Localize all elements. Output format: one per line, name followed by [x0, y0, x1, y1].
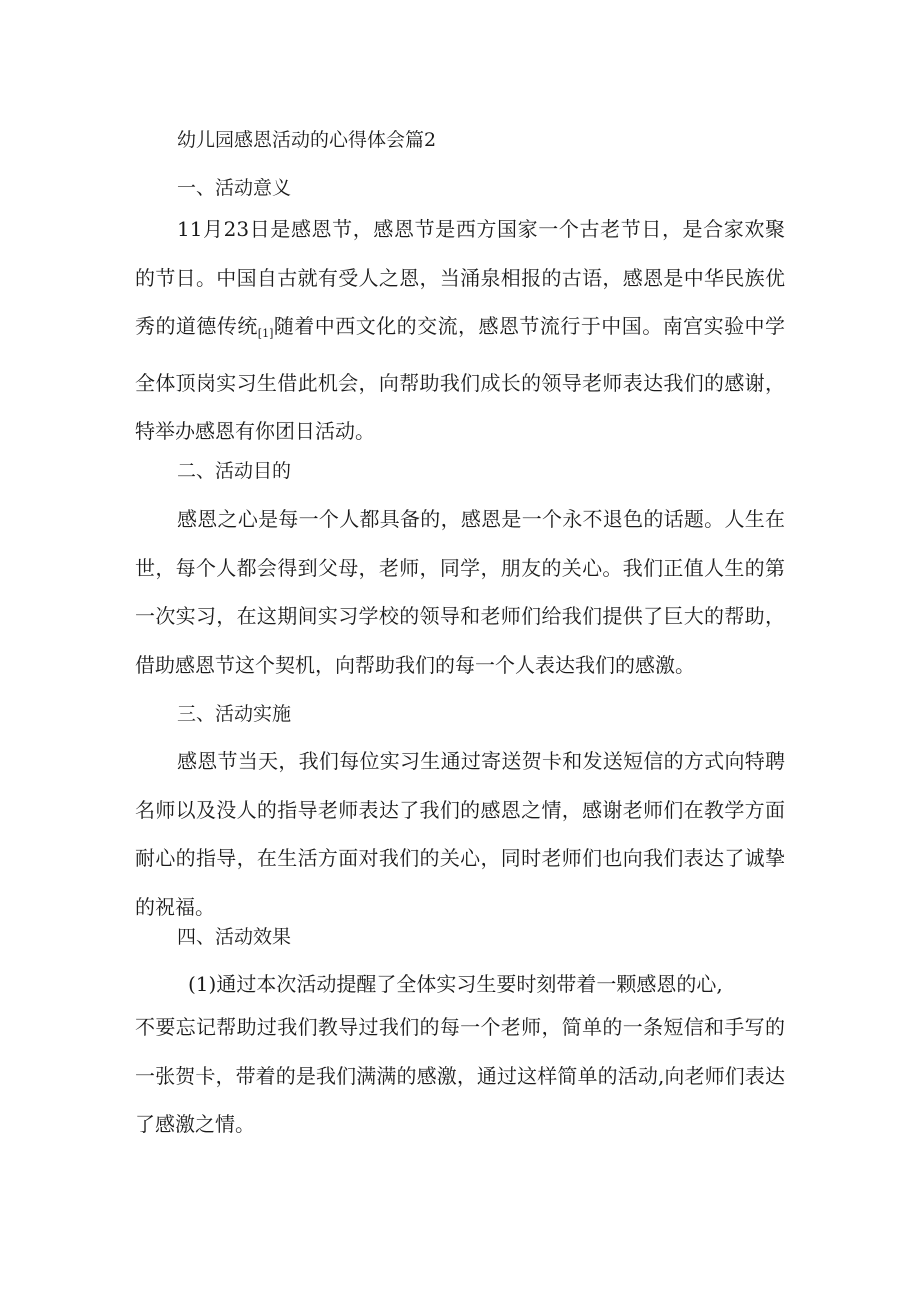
section-paragraph-purpose: 感恩之心是每一个人都具备的，感恩是一个永不退色的话题。人生在世，每个人都会得到父母，老师，同学，朋友的关心。我们正值人生的第一次实习，在这期间实习学校的领导和老师们给我们提供了巨大的帮助，借助感恩节这个契机，向帮助我们的每一个人表达我们的感激。	[135, 507, 785, 677]
effect-item-continuation: 不要忘记帮助过我们教导过我们的每一个老师，简单的一条短信和手写的一张贺卡，带着的是我们满满的感激，通过这样简单的活动,向老师们表达了感激之情。	[135, 1015, 785, 1136]
paragraph-text: 随着中西文化的交流，感恩节流行于中国。南宫实验中学全体顶岗实习生借此机会，向帮助我们成长的领导老师表达我们的感谢，特举办感恩有你团日活动。	[135, 314, 786, 443]
section-paragraph-implementation: 感恩节当天，我们每位实习生通过寄送贺卡和发送短信的方式向特聘名师以及没人的指导老师表达了我们的感恩之情，感谢老师们在教学方面耐心的指导，在生活方面对我们的关心，同时老师们也向我们表达了诚挚的祝福。	[135, 749, 785, 919]
paragraph-text: 11月23日是感恩节，感恩节是西方国家一个古老节日，是合家欢聚的节日。中国自古就有受人之恩，当涌泉相报的古语，感恩是中华民族优秀的道德传统	[135, 217, 785, 338]
footnote-marker: [1]	[257, 327, 274, 340]
section-heading-implementation: 三、活动实施	[177, 703, 292, 725]
section-paragraph-significance	[135, 205, 785, 456]
section-heading-significance: 一、活动意义	[177, 177, 292, 199]
effect-item-first-line: (1)通过本次活动提醒了全体实习生要时刻带着一颗感恩的心,	[188, 972, 723, 996]
document-title: 幼儿园感恩活动的心得体会篇2	[177, 129, 437, 151]
section-heading-purpose: 二、活动目的	[177, 460, 292, 482]
section-heading-effect: 四、活动效果	[177, 926, 292, 948]
